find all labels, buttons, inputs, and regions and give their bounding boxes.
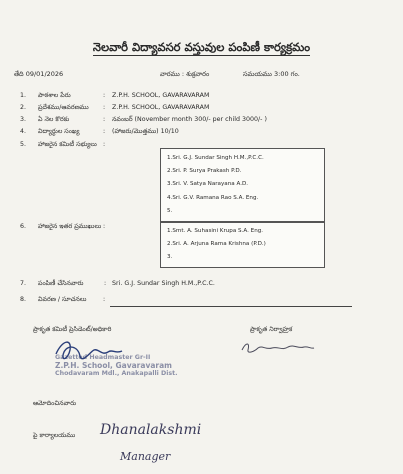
day-label: వారము : శుక్రవారం xyxy=(160,70,210,78)
office-label: పై కార్యాలయము xyxy=(33,432,76,439)
colon: : xyxy=(103,223,106,230)
colon: : xyxy=(104,280,107,287)
colon: : xyxy=(103,141,106,148)
colon: : xyxy=(103,128,106,135)
field-number: 1. xyxy=(20,92,27,99)
coordinator-role-handwritten: Manager xyxy=(120,450,171,463)
field-label: ఏ నెల కొరకు xyxy=(38,116,70,123)
stamp-line: Chodavaram Mdl., Anakapalli Dist. xyxy=(55,370,178,377)
committee-member: 1.Sri. G.J. Sundar Singh H.M.,P.C.C. xyxy=(167,155,264,161)
headmaster-signature xyxy=(50,334,130,368)
colon: : xyxy=(103,104,106,111)
field-label: హాజరైన ఇతర ప్రముఖులు xyxy=(38,223,102,230)
dignitary-entry: 3. xyxy=(167,254,173,260)
document-title xyxy=(0,40,403,57)
colon: : xyxy=(103,92,106,99)
field-number: 5. xyxy=(20,141,27,148)
title-text: నెలవారీ విద్యావసర వస్తువుల పంపిణీ కార్యక్రమం xyxy=(92,40,311,54)
field-label: హాజరైన కమిటీ సభ్యులు xyxy=(38,141,97,148)
colon: : xyxy=(103,116,106,123)
remarks-underline xyxy=(110,306,352,307)
coordinator-signature xyxy=(238,336,318,358)
field-number: 7. xyxy=(20,280,27,287)
date-label: తేది 09/01/2026 xyxy=(14,70,64,78)
field-number: 4. xyxy=(20,128,27,135)
dignitary-entry: 2.Sri. A. Arjuna Rama Krishna (P.D.) xyxy=(167,241,266,247)
left-signature-label: ప్రాకృత కమిటీ ప్రెసిడెంట్/అధికారి xyxy=(33,326,112,333)
stamp-line: Gazetted Headmaster Gr-II xyxy=(55,354,151,361)
field-value: (హాజరు/మొత్తము) 10/10 xyxy=(112,128,179,135)
time-label: సమయము 3:00 గం. xyxy=(243,70,300,78)
field-number: 6. xyxy=(20,223,27,230)
committee-member: 4.Sri. G.V. Ramana Rao S.A. Eng. xyxy=(167,195,259,201)
field-label: ప్రదేశము/ఆవరణము xyxy=(38,104,89,111)
field-label: విద్యార్థుల సంఖ్య xyxy=(38,128,80,135)
committee-member: 3.Sri. V. Satya Narayana A.D. xyxy=(167,181,249,187)
committee-member: 5. xyxy=(167,208,173,214)
field-value: Sri. G.J. Sundar Singh H.M.,P.C.C. xyxy=(112,280,215,287)
right-signature-label: ప్రాకృత నిర్వాహ్రక xyxy=(250,326,293,333)
field-value: Z.P.H. SCHOOL, GAVARAVARAM xyxy=(112,92,210,99)
field-label: పాఠశాల పేరు xyxy=(38,92,71,99)
dignitaries-box xyxy=(160,222,325,268)
approved-by-label: ఆమోదించినవారు xyxy=(33,400,77,407)
colon: : xyxy=(103,296,106,303)
committee-member: 2.Sri. P. Surya Prakash P.D. xyxy=(167,168,242,174)
field-number: 3. xyxy=(20,116,27,123)
field-value: Z.P.H. SCHOOL, GAVARAVARAM xyxy=(112,104,210,111)
field-label: వివరణ / సూచనలు xyxy=(38,296,87,303)
field-number: 8. xyxy=(20,296,27,303)
stamp-line: Z.P.H. School, Gavaravaram xyxy=(55,361,172,370)
field-label: పంపిణీ చేసినవారు xyxy=(38,280,84,287)
committee-members-box xyxy=(160,148,325,222)
field-number: 2. xyxy=(20,104,27,111)
field-value: నవంబర్ (November month 300/- per child 3000/- ) xyxy=(112,116,267,123)
dignitary-entry: 1.Smt. A. Suhasini Krupa S.A. Eng. xyxy=(167,228,264,234)
coordinator-name-handwritten: Dhanalakshmi xyxy=(100,422,202,438)
